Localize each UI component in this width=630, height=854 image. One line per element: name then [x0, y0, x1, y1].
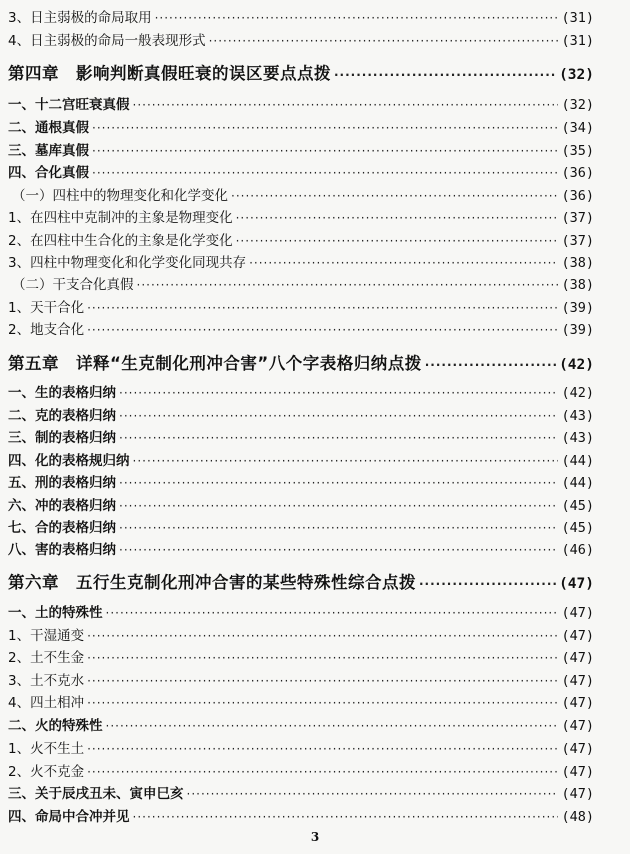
toc-entry-title: 二、通根真假 [8, 120, 89, 136]
dot-leader [119, 409, 558, 423]
toc-entry-page: (35) [561, 143, 594, 159]
chapter-heading [8, 60, 594, 86]
dot-leader [236, 234, 559, 248]
toc-entry-page: (37) [561, 210, 594, 226]
dot-leader [87, 696, 558, 710]
toc-entry-page: (43) [561, 430, 594, 446]
toc-entry [8, 318, 594, 340]
toc-entry [8, 93, 594, 115]
toc-entry-page: (45) [561, 520, 594, 536]
toc-entry [8, 404, 594, 426]
toc-entry [8, 116, 594, 138]
toc-entry [8, 471, 594, 493]
toc-entry [8, 737, 594, 759]
toc-entry-title: 一、土的特殊性 [8, 605, 103, 621]
toc-entry-page: (37) [561, 233, 594, 249]
dot-leader [106, 606, 559, 620]
dot-leader [119, 386, 558, 400]
toc-entry-page: (47) [559, 576, 594, 592]
toc-entry [8, 161, 594, 183]
toc-entry-page: (44) [561, 475, 594, 491]
dot-leader [425, 358, 556, 372]
toc-entry [8, 206, 594, 228]
toc-entry-page: (48) [561, 809, 594, 825]
toc-entry-page: (39) [561, 322, 594, 338]
toc-entry-title: 二、克的表格归纳 [8, 408, 116, 424]
toc-entry [8, 669, 594, 691]
dot-leader [119, 543, 558, 557]
toc-entry [8, 782, 594, 804]
toc-entry-title: 4、四土相冲 [8, 695, 85, 711]
toc-entry-title: 一、十二宫旺衰真假 [8, 97, 130, 113]
toc-entry [8, 760, 594, 782]
toc-entry-title: 三、墓库真假 [8, 143, 89, 159]
dot-leader [87, 651, 558, 665]
toc-entry-page: (47) [561, 786, 594, 802]
toc-entry [8, 714, 594, 736]
toc-entry-page: (32) [561, 97, 594, 113]
chapter-heading [8, 569, 594, 595]
toc-entry [8, 494, 594, 516]
dot-leader [133, 454, 559, 468]
toc-entry-page: (47) [561, 718, 594, 734]
toc-entry-title: 第五章 详释“生克制化刑冲合害”八个字表格归纳点拨 [8, 354, 422, 373]
dot-leader [92, 144, 558, 158]
toc-entry [8, 296, 594, 318]
toc-entry-title: 2、火不克金 [8, 764, 85, 780]
page-number: 3 [310, 830, 320, 844]
toc-entry-page: (47) [561, 650, 594, 666]
toc-entry-title: 3、日主弱极的命局取用 [8, 10, 152, 26]
dot-leader [87, 742, 558, 756]
toc-entry-page: (38) [561, 255, 594, 271]
toc-entry-title: 三、制的表格归纳 [8, 430, 116, 446]
toc-entry [8, 273, 594, 295]
toc-entry-title: 3、四柱中物理变化和化学变化同现共存 [8, 255, 247, 271]
dot-leader [249, 256, 558, 270]
dot-leader [106, 719, 559, 733]
toc-entry-page: (47) [561, 741, 594, 757]
toc-entry [8, 426, 594, 448]
toc-entry [8, 184, 594, 206]
toc-entry-page: (31) [561, 33, 594, 49]
dot-leader [92, 121, 558, 135]
toc-entry [8, 601, 594, 623]
toc-entry-page: (46) [561, 542, 594, 558]
toc-entry-page: (42) [561, 385, 594, 401]
toc-entry [8, 646, 594, 668]
toc-entry-title: 2、地支合化 [8, 322, 85, 338]
chapter-heading [8, 350, 594, 376]
toc-entry [8, 538, 594, 560]
dot-leader [87, 323, 558, 337]
toc-entry [8, 251, 594, 273]
dot-leader [231, 189, 558, 203]
dot-leader [133, 98, 559, 112]
toc-entry-title: 二、火的特殊性 [8, 718, 103, 734]
dot-leader [87, 629, 558, 643]
dot-leader [419, 577, 556, 591]
toc-entry [8, 29, 594, 51]
toc-entry-title: 1、火不生土 [8, 741, 85, 757]
toc-entry-title: （一）四柱中的物理变化和化学变化 [12, 188, 228, 204]
dot-leader [133, 810, 559, 824]
dot-leader [87, 301, 558, 315]
toc-entry-title: 八、害的表格归纳 [8, 542, 116, 558]
dot-leader [87, 674, 558, 688]
dot-leader [236, 211, 559, 225]
toc-entry [8, 6, 594, 28]
toc-entry-title: 4、日主弱极的命局一般表现形式 [8, 33, 206, 49]
toc-entry [8, 139, 594, 161]
dot-leader [119, 521, 558, 535]
toc-entry-page: (44) [561, 453, 594, 469]
toc-entry [8, 691, 594, 713]
toc-entry-page: (45) [561, 498, 594, 514]
dot-leader [155, 11, 559, 25]
toc-entry-page: (47) [561, 695, 594, 711]
toc-entry-title: 2、土不生金 [8, 650, 85, 666]
toc-entry-page: (47) [561, 605, 594, 621]
toc-entry [8, 229, 594, 251]
dot-leader [92, 166, 558, 180]
toc-entry-title: 一、生的表格归纳 [8, 385, 116, 401]
dot-leader [187, 787, 559, 801]
dot-leader [119, 476, 558, 490]
toc-entry-title: 第六章 五行生克制化刑冲合害的某些特殊性综合点拨 [8, 573, 416, 592]
toc-entry-page: (42) [559, 357, 594, 373]
toc-entry-page: (31) [561, 10, 594, 26]
toc-entry-title: 四、命局中合冲并见 [8, 809, 130, 825]
toc-entry-title: 七、合的表格归纳 [8, 520, 116, 536]
toc-entry [8, 449, 594, 471]
dot-leader [119, 431, 558, 445]
dot-leader [209, 34, 559, 48]
toc-entry-page: (47) [561, 764, 594, 780]
dot-leader [334, 68, 556, 82]
toc-entry-title: 四、合化真假 [8, 165, 89, 181]
toc-entry-page: (47) [561, 673, 594, 689]
toc-entry-title: 1、天干合化 [8, 300, 85, 316]
toc-entry-page: (34) [561, 120, 594, 136]
toc-entry-title: （二）干支合化真假 [12, 277, 134, 293]
dot-leader [87, 765, 558, 779]
toc-entry [8, 624, 594, 646]
dot-leader [119, 499, 558, 513]
toc-entry [8, 516, 594, 538]
toc-entry-title: 三、关于辰戌丑未、寅申巳亥 [8, 786, 184, 802]
toc-entry [8, 381, 594, 403]
toc-entry-page: (38) [561, 277, 594, 293]
toc-entry-page: (32) [559, 67, 594, 83]
toc-entry-title: 六、冲的表格归纳 [8, 498, 116, 514]
dot-leader [137, 278, 559, 292]
toc-entry-page: (43) [561, 408, 594, 424]
toc-entry-page: (36) [561, 188, 594, 204]
toc-entry [8, 805, 594, 827]
toc-entry-title: 四、化的表格规归纳 [8, 453, 130, 469]
toc-entry-page: (39) [561, 300, 594, 316]
toc-entry-title: 3、土不克水 [8, 673, 85, 689]
toc-entry-title: 2、在四柱中生合化的主象是化学变化 [8, 233, 233, 249]
toc-entry-page: (36) [561, 165, 594, 181]
toc-entry-title: 第四章 影响判断真假旺衰的误区要点点拨 [8, 64, 331, 83]
toc-entry-title: 1、干湿通变 [8, 628, 85, 644]
toc-entry-title: 1、在四柱中克制冲的主象是物理变化 [8, 210, 233, 226]
toc-entry-page: (47) [561, 628, 594, 644]
toc-entry-title: 五、刑的表格归纳 [8, 475, 116, 491]
